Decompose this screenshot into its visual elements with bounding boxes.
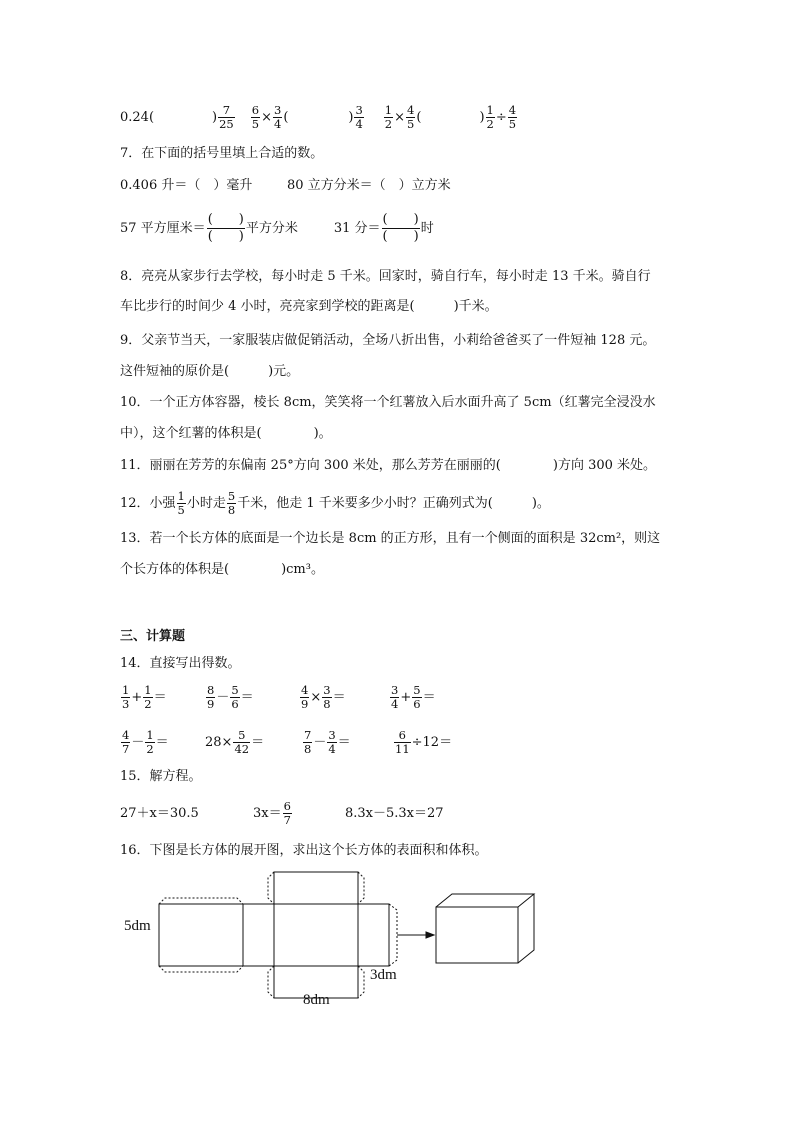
question-8-line2: 车比步行的时间少 4 小时，亮亮家到学校的距离是( )千米。 xyxy=(120,299,498,314)
question-15-title: 15．解方程。 xyxy=(120,769,202,784)
net-face-top xyxy=(274,872,358,904)
question-7-line1a: 0.406 升＝（ ）毫升 xyxy=(120,178,253,193)
net-face-left-side xyxy=(243,904,274,966)
question-13-line1: 13．若一个长方体的底面是一个边长是 8cm 的正方形，且有一个侧面的面积是 32cm²，则这 xyxy=(120,531,661,546)
net-face-back xyxy=(159,904,243,966)
calc-item: $\frac{4}{9}$ × $\frac{3}{8}$ ＝ xyxy=(301,683,346,711)
blank-fraction: $\frac{( )}{( )}$ xyxy=(382,212,419,244)
question-7-line1b: 80 立方分米＝（ ）立方米 xyxy=(287,178,451,193)
label-length: 8dm xyxy=(303,992,330,1008)
label-height: 5dm xyxy=(124,918,151,934)
calc-item: $\frac{8}{9}$ － $\frac{5}{6}$ ＝ xyxy=(207,683,254,711)
fraction: $\frac{6}{5}$ xyxy=(251,103,260,131)
compare-row: 0.24( ) $\frac{7}{25}$ $\frac{6}{5}$ × $\frac{3}{4}$ ( ) $\frac{3}{4}$ $\frac{1}{2}$ × $\frac{4}{5}$ ( ) $\frac{1}{2}$ ÷ $\frac{4}{5}$ xyxy=(120,103,517,131)
question-12: 12．小强 $\frac{1}{5}$ 小时走 $\frac{5}{8}$ 千米，他走 1 千米要多少小时？正确列式为( )。 xyxy=(120,489,550,517)
section-3-heading: 三、计算题 xyxy=(120,629,186,644)
fraction: $\frac{3}{4}$ xyxy=(273,103,282,131)
calc-item: $\frac{6}{11}$ ÷12＝ xyxy=(395,728,453,756)
calc-item: 28× $\frac{5}{42}$ ＝ xyxy=(205,728,265,756)
calc-item: $\frac{7}{8}$ － $\frac{3}{4}$ ＝ xyxy=(304,728,351,756)
question-11: 11．丽丽在芳芳的东偏南 25°方向 300 米处，那么芳芳在丽丽的( )方向 300 米处。 xyxy=(120,458,657,473)
fraction: $\frac{1}{2}$ xyxy=(486,103,494,131)
fraction: $\frac{7}{25}$ xyxy=(219,103,234,131)
calc-item: $\frac{3}{4}$ + $\frac{5}{6}$ ＝ xyxy=(391,683,436,711)
fraction: $\frac{3}{4}$ xyxy=(355,103,363,131)
question-13-line2: 个长方体的体积是( )cm³。 xyxy=(120,562,324,577)
equation-3: 8.3x－5.3x＝27 xyxy=(345,806,444,821)
question-9-line1: 9．父亲节当天，一家服装店做促销活动，全场八折出售，小莉给爸爸买了一件短袖 128 元。 xyxy=(120,333,656,348)
question-10-line1: 10．一个正方体容器，棱长 8cm，笑笑将一个红薯放入后水面升高了 5cm（红薯完全浸没水 xyxy=(120,395,656,410)
question-10-line2: 中），这个红薯的体积是( )。 xyxy=(120,426,332,441)
fraction: $\frac{1}{2}$ xyxy=(384,103,393,131)
blank-fraction: $\frac{( )}{( )}$ xyxy=(207,212,244,244)
question-14-title: 14．直接写出得数。 xyxy=(120,656,241,671)
fraction: $\frac{1}{5}$ xyxy=(177,489,185,517)
net-face-right-side xyxy=(358,904,389,966)
question-9-line2: 这件短袖的原价是( )元。 xyxy=(120,364,300,379)
question-8-line1: 8．亮亮从家步行去学校，每小时走 5 千米。回家时，骑自行车，每小时走 13 千米。骑自行 xyxy=(120,269,651,284)
net-face-front xyxy=(274,904,358,966)
fraction: $\frac{4}{5}$ xyxy=(508,103,517,131)
fraction: $\frac{5}{8}$ xyxy=(227,489,236,517)
equation-1: 27＋x＝30.5 xyxy=(120,806,199,821)
question-7-title: 7．在下面的括号里填上合适的数。 xyxy=(120,146,324,161)
equation-2: 3x＝ $\frac{6}{7}$ xyxy=(253,799,291,827)
calc-item: $\frac{4}{7}$ － $\frac{1}{2}$ ＝ xyxy=(122,728,169,756)
question-16-title: 16．下图是长方体的展开图，求出这个长方体的表面积和体积。 xyxy=(120,843,488,858)
cuboid-3d-icon xyxy=(436,894,534,963)
question-7-line2: 57 平方厘米＝ $\frac{( )}{( )}$ 平方分米 31 分＝ $\frac{( )}{( )}$ 时 xyxy=(120,212,434,244)
calc-item: $\frac{1}{3}$ + $\frac{1}{2}$ ＝ xyxy=(122,683,167,711)
cuboid-net-diagram xyxy=(0,862,794,1042)
fraction: $\frac{4}{5}$ xyxy=(407,103,415,131)
label-width: 3dm xyxy=(370,967,397,983)
